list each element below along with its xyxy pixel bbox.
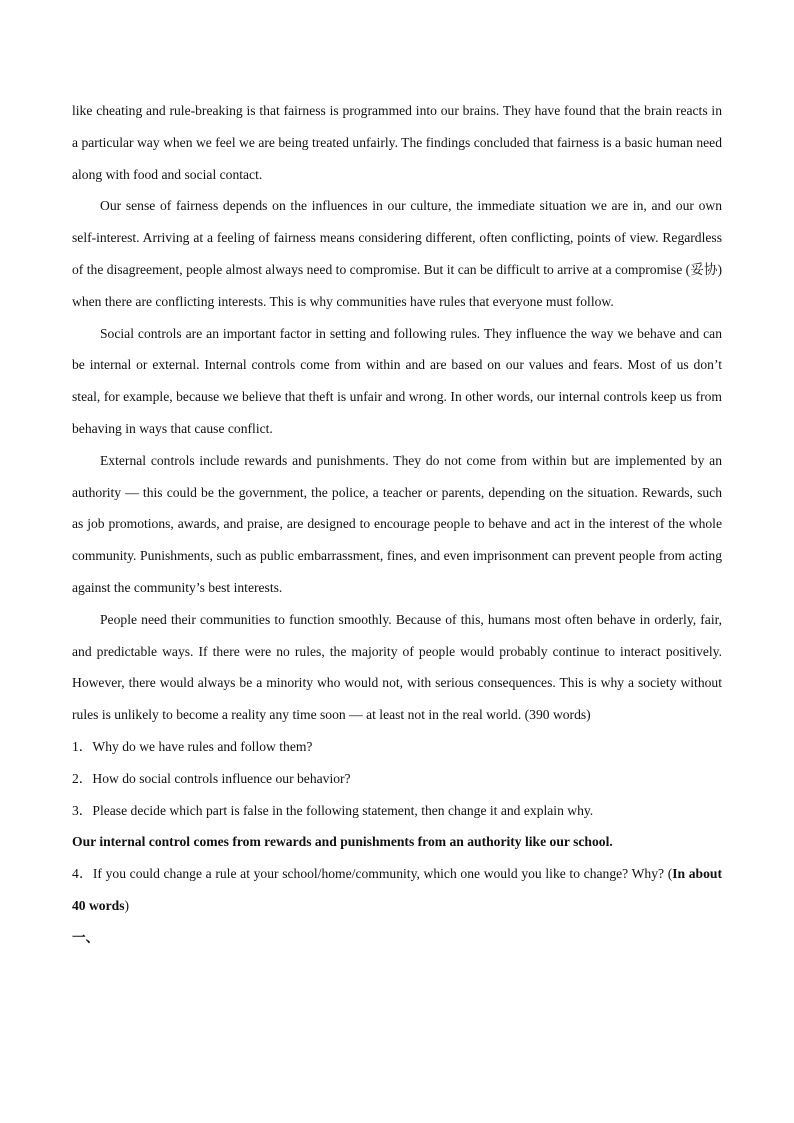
document-page <box>72 95 722 954</box>
paragraph-1: like cheating and rule-breaking is that fairness is programmed into our brains. They have found that the brain reacts in a particular way when we feel we are being treated unfairly. The findings concluded that fairness is a basic human need along with food and social contact. <box>72 103 722 182</box>
paragraph-4: External controls include rewards and punishments. They do not come from within but are implemented by an authority — this could be the government, the police, a teacher or parents, depending on the situation. Rewards, such as job promotions, awards, and praise, are designed to encourage people to behave and act in the interest of the whole community. Punishments, such as public embarrassment, fines, and even imprisonment can prevent people from acting against the community’s best interests. <box>72 452 722 595</box>
question-4-end: ) <box>124 897 130 913</box>
paragraph-5: People need their communities to function smoothly. Because of this, humans most often behave in orderly, fair, and predictable ways. If there were no rules, the majority of people would probably continue to interact positively. However, there would always be a minority who would not, with serious consequences. This is why a society without rules is unlikely to become a reality any time soon — at least not in the real world. (390 words) <box>72 611 722 723</box>
section-heading: 一、 <box>72 929 100 945</box>
paragraph-2: Our sense of fairness depends on the influences in our culture, the immediate situation we are in, and our own self-interest. Arriving at a feeling of fairness means considering different, often conflicting, points of view. Regardless of the disagreement, people almost always need to compromise. But it can be difficult to arrive at a compromise (妥协) when there are conflicting interests. This is why communities have rules that everyone must follow. <box>72 198 722 309</box>
question-3-statement: Our internal control comes from rewards and punishments from an authority like our school. <box>72 834 613 850</box>
question-4 <box>72 858 722 922</box>
question-2: 2．How do social controls influence our behavior? <box>72 770 351 786</box>
question-3: 3．Please decide which part is false in the following statement, then change it and explain why. <box>72 802 594 818</box>
question-4-word-limit: In about 40 words <box>72 866 722 913</box>
question-4-text: 4．If you could change a rule at your school/home/community, which one would you like to change? Why? ( <box>72 866 673 882</box>
question-1: 1．Why do we have rules and follow them? <box>72 738 313 754</box>
paragraph-3: Social controls are an important factor in setting and following rules. They influence the way we behave and can be internal or external. Internal controls come from within and are based on our values and fears. Most of us don’t steal, for example, because we believe that theft is unfair and wrong. In other words, our internal controls keep us from behaving in ways that cause conflict. <box>72 325 722 436</box>
